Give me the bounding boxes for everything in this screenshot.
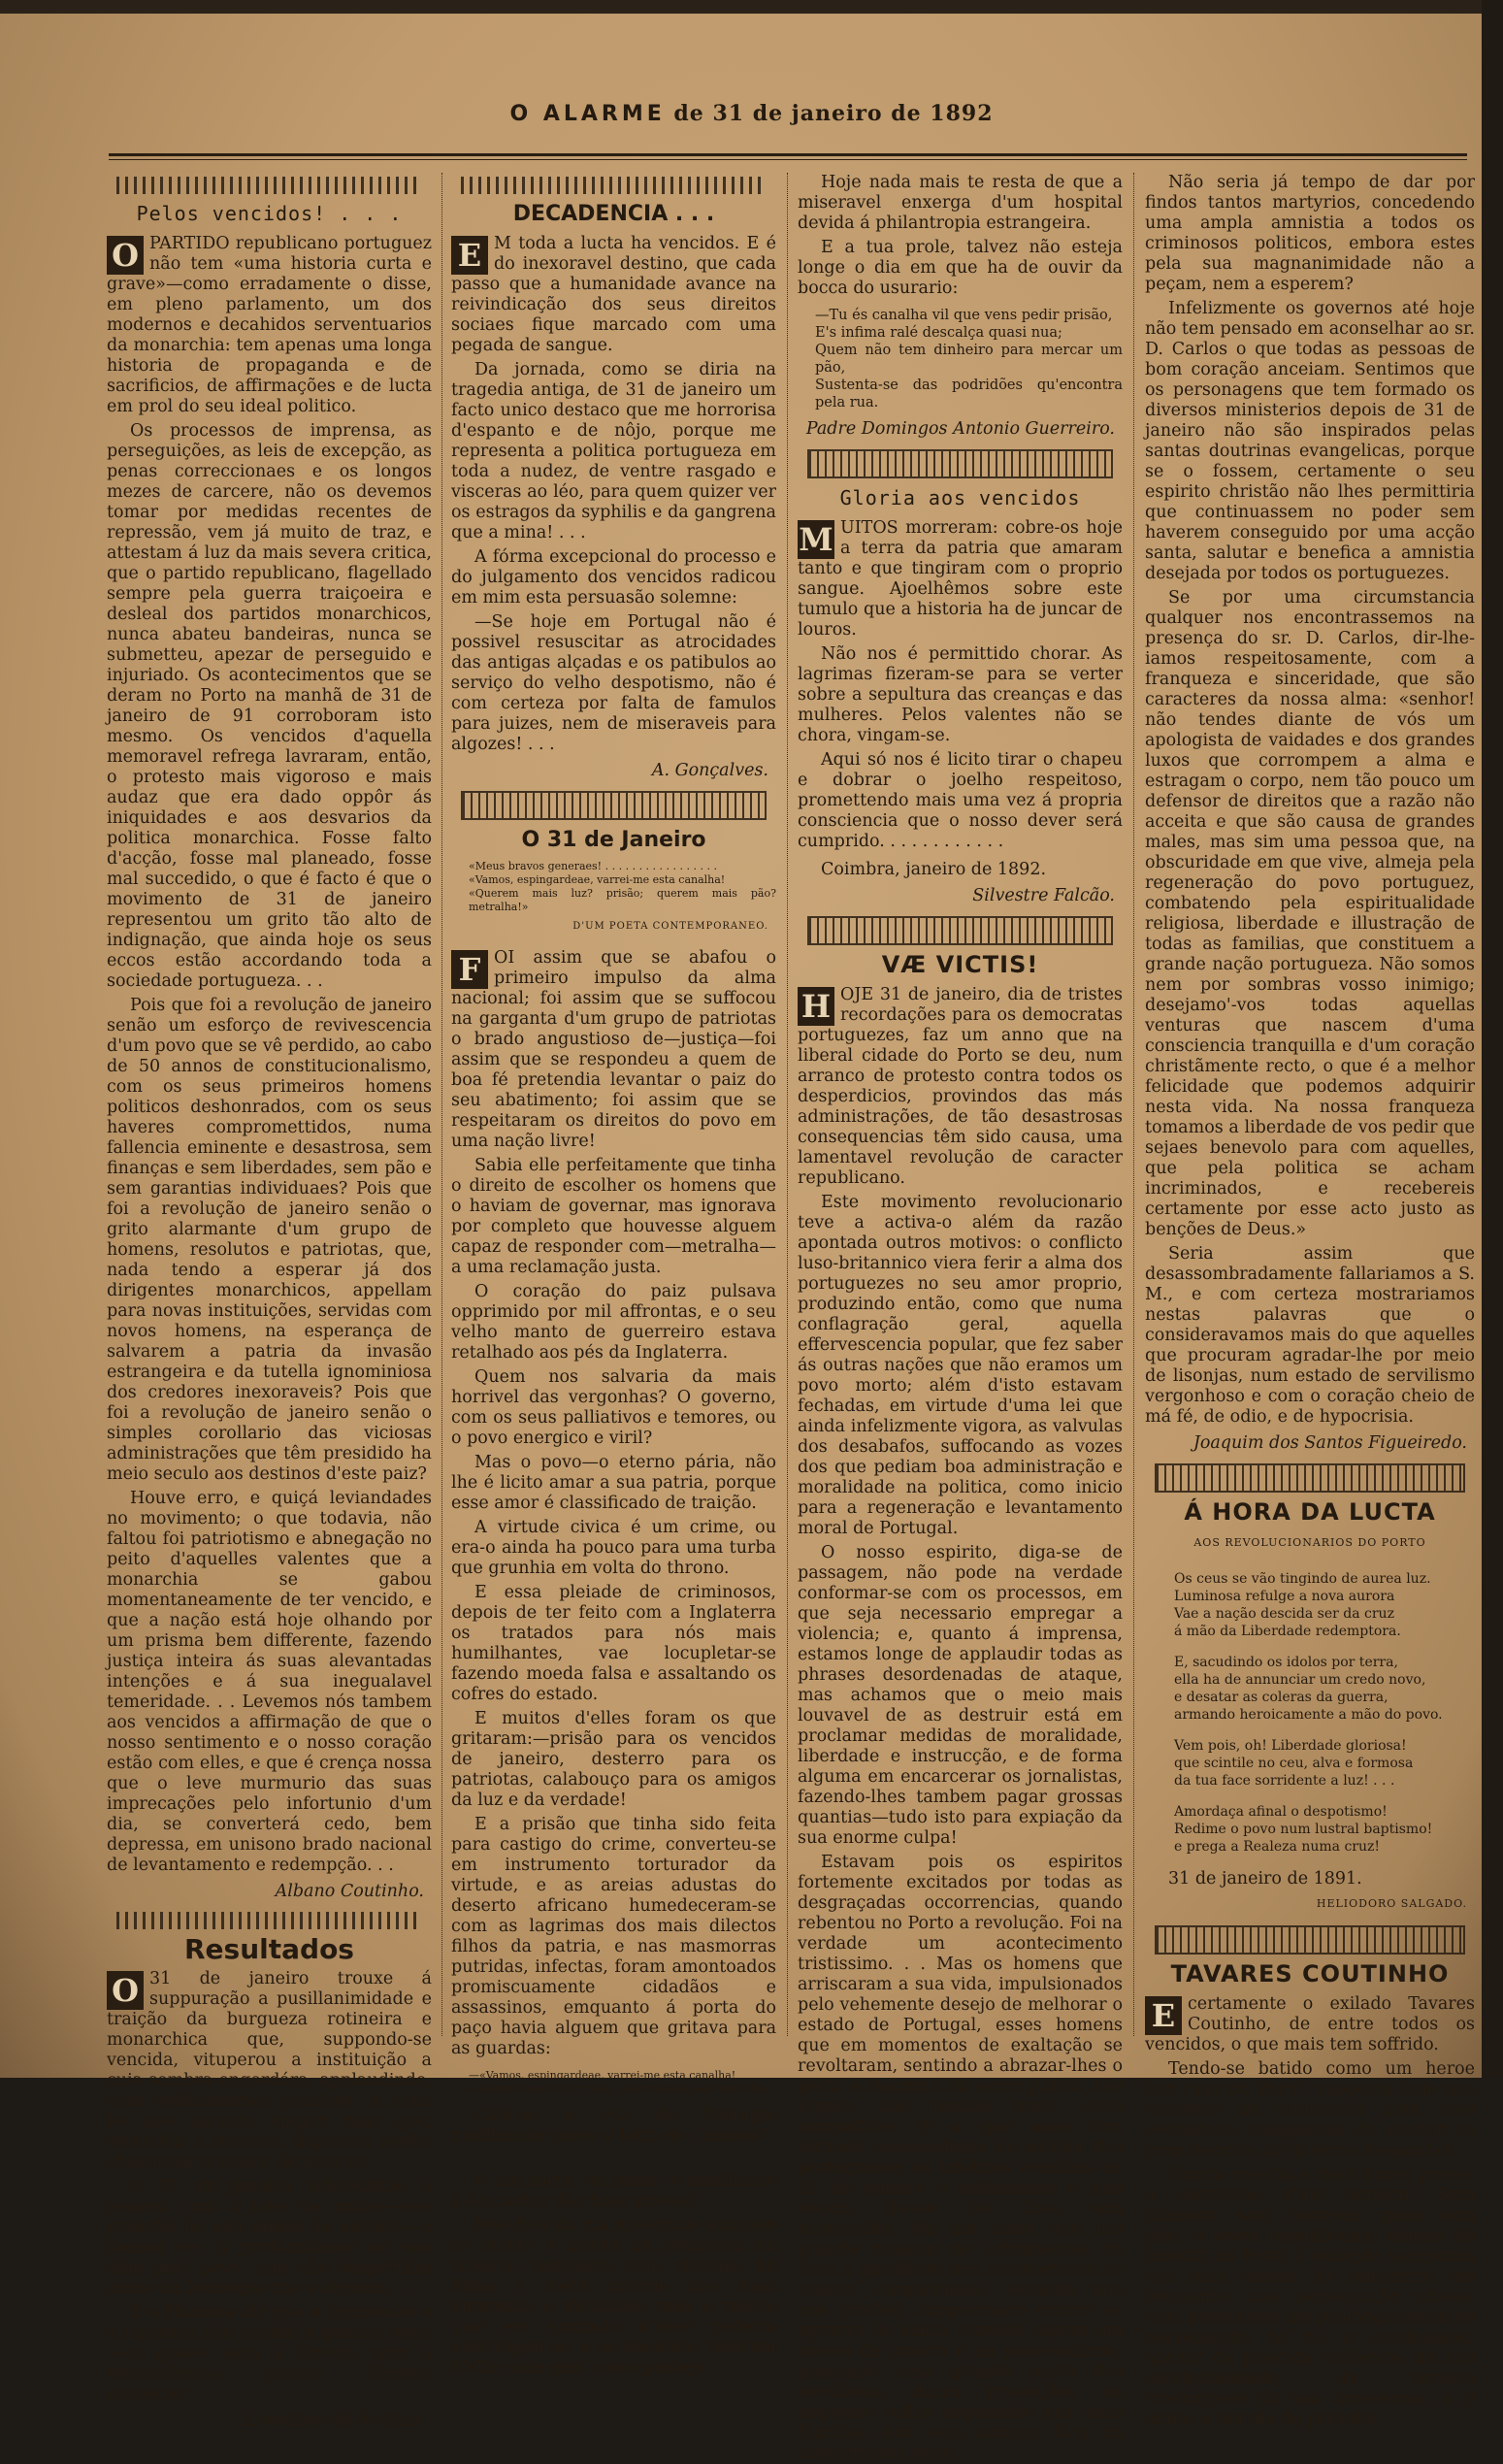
dateline: 31 de janeiro de 1891.	[1168, 1869, 1362, 1889]
masthead: O ALARME	[509, 102, 666, 126]
poem-title: Á HORA DA LUCTA	[1184, 1498, 1436, 1526]
verse-line: E's infima ralé descalça quasi nua;	[815, 325, 1062, 341]
verse-line: Sustenta-se das podridões qu'encontra pela rua.	[815, 378, 1123, 411]
ornament-divider	[1155, 1925, 1465, 1955]
article-paragraph: Cale-se a voz do Portugal moribundo sobre o leito de Camões! . . .	[451, 2106, 776, 2166]
article-paragraph: Pois que foi a revolução de janeiro senão um esforço de revivescencia d'um povo que se vê perdido, ao cabo de 50 annos de constitucionalismo, com os seus primeiros homens politicos deshonrados, com os seus haveres compromettidos, numa fallencia eminente e desastrosa, sem finanças e sem liberdades, sem pão e sem garantias individuaes? Pois que foi a revolução de janeiro senão o grito alarmante d'um grupo de homens, resolutos e patriotas, que, nada tendo a esperar já dos dirigentes monarchicos, appellam para novas instituições, servidas com novos homens, na esperança de salvarem a patria da invasão estrangeira e da tutella ignominiosa dos credores inexoraveis? Pois que foi a revolução de janeiro senão o simples corollario das viciosas administrações que têm presidido ha meio seculo aos destinos d'este paiz?	[107, 996, 432, 1484]
article-paragraph: A fórma excepcional do processo e do julgamento dos vencidos radicou em mim esta persuasão solemne:	[451, 547, 776, 608]
article-paragraph: Estavam pois os espiritos fortemente excitados por todas as desgraçadas occorrencias, quando rebentou no Porto a revolução. Foi na verdade um acontecimento tristissimo. . . Mas os homens que arriscaram a sua vida, impulsionados pelo vehemente desejo de melhorar o estado de Portugal, esses homens que em momentos de exaltação se revoltaram, sentindo a abrazar-lhes o peito a chamma do amor patrio, são dignos das nossas mais vivas sympathias. E o que mais tem tornado merecedores da estima dos portuguezes os infelizes vencidos de 31 de janeiro é certamente o que depois d'esse dia lhes tem acontecido. Ha um anno que um grande numero de soffrimentos de toda a qualidade tem atormentado os nossos compatriotas, estando uns nas prisões, supportando outros as agruras do exilio, jazendo alguns em navios de guerra e na penitenciaria, passando uma grande parte dos revoltosos duras provações no degredo—todos separados das suas familias, dos seus amigos, fóra do conforto dos seus!	[798, 1853, 1123, 2463]
poem-line: Vem pois, oh! Liberdade gloriosa!	[1174, 1738, 1407, 1754]
column-1	[107, 173, 432, 2430]
article-paragraph: Os processos de imprensa, as perseguições, as leis de excepção, as penas correccionaes e os longos mezes de carcere, não os devemos tomar por medidas recentes de repressão, vem já muito de traz, e attestam á luz da mais severa critica, que o partido republicano, flagellado sempre pela guerra traiçoeira e desleal dos partidos monarchicos, nunca abateu bandeiras, nunca se submetteu, apezar de perseguido e injuriado. Os acontecimentos que se deram no Porto na manhã de 31 de janeiro de 91 corroboram isto mesmo. Os vencidos d'aquella memoravel refrega lavraram, então, o protesto mais vigoroso e mais audaz que era dado oppôr ás iniquidades e aos desvarios da politica monarchica. Fosse falto d'acção, fosse mal planeado, fosse mal succedido, o que é facto é que o movimento de 31 de janeiro representou um grito tão alto de indignação, que ainda hoje os seus eccos estão accordando toda a sociedade portugueza. . .	[107, 421, 432, 991]
article-title: Resultados	[184, 1933, 354, 1965]
article-paragraph: Este movimento revolucionario teve a activa-o além da razão apontada outros motivos: o conflicto luso-britannico viera ferir a alma dos portuguezes no seu amor proprio, produzindo então, como que numa conflagração geral, aquella effervescencia popular, que fez saber ás outras nações que não eramos um povo morto; além d'isto estavam fechadas, em virtude d'uma lei que ainda infelizmente vigora, as valvulas dos desabafos, suffocando as vozes dos que pediam boa administração e moralidade na politica, como inicio para a regeneração e levantamento moral de Portugal.	[798, 1193, 1123, 1538]
poem-line: Os ceus se vão tingindo de aurea luz.	[1174, 1571, 1431, 1587]
epigraph-line: «Vamos, espingardeae, varrei-me esta canalha!	[469, 873, 726, 886]
ornament-divider	[1155, 1463, 1465, 1493]
poem-stanza	[1174, 1737, 1475, 1790]
ornament-divider	[116, 177, 422, 194]
poem-line: Amordaça afinal o despotismo!	[1174, 1804, 1388, 1820]
ornament-divider	[116, 1912, 422, 1929]
article-paragraph: Não nos é permittido chorar. As lagrimas fizeram-se para se verter sobre a sepultura das creanças e das mulheres. Pelos valentes não se chora, vingam-se.	[798, 644, 1123, 745]
article-paragraph: E M toda a lucta ha vencidos. E é do inexoravel destino, que cada passo que a humanidade avance na reivindicação dos seus direitos sociaes fique marcado com uma pegada de sangue.	[451, 234, 776, 355]
quote-line: —«Vamos, espingardeae, varrei-me esta canalha!	[469, 2069, 736, 2082]
signature: Lomelino de Freitas.	[245, 2411, 424, 2430]
ornament-divider	[807, 449, 1113, 478]
poem-line: ella ha de annunciar um credo novo,	[1174, 1672, 1426, 1688]
article-paragraph: —Se hoje em Portugal não é possivel resuscitar as atrocidades das antigas alçadas e os patibulos ao serviço do velho despotismo, não é com certeza por falta de famulos para juizes, nem de miseraveis para algozes! . . .	[451, 612, 776, 754]
article-paragraph: Nos dias da tua juventude sulcaste os mares e araste as campinas do oceano; pelejaste com denodo na India e foste grande nas tuas emprezas e dominios; mas o manto que era symbolo d'esse poderio esfarrapou-se, e os bandidos levaram d'elle cada qual o seu pedaço.	[451, 2216, 776, 2378]
article-paragraph: E a tua prole, talvez não esteja longe o dia em que ha de ouvir da bocca do usurario:	[798, 238, 1123, 298]
article-paragraph: Não seria já tempo de dar por findos tantos martyrios, concedendo uma ampla amnistia a todos os criminosos politicos, embora estes pela sua magnanimidade não a peçam, nem a esperem?	[1145, 173, 1475, 294]
poem-line: da tua face sorridente a luz! . . .	[1174, 1773, 1395, 1789]
article-title: Gloria aos vencidos	[839, 486, 1081, 509]
article-paragraph: H OJE 31 de janeiro, dia de tristes recordações para os democratas portuguezes, faz um anno que na liberal cidade do Porto se deu, num arranco de protesto contra todos os desperdicios, provindos das más administrações, de tão desastrosas consequencias têm sido causa, uma lamentavel revolução de caracter republicano.	[798, 985, 1123, 1188]
quote-line: «Querem mais luz? prisão; querem mais pão? metralha.	[469, 2083, 771, 2095]
right-edge	[1482, 0, 1503, 2078]
dateline: Coimbra, janeiro de 1892.	[821, 860, 1047, 879]
poem-line: que scintile no ceu, alva e formosa	[1174, 1756, 1414, 1771]
article-paragraph: M UITOS morreram: cobre-os hoje a terra da patria que amaram tanto e que tingiram com o proprio sangue. Ajoelhêmos sobre este tumulo que a historia ha de juncar de louros.	[798, 518, 1123, 640]
article-paragraph: E muitos d'elles foram os que gritaram:—prisão para os vencidos de janeiro, desterro para os patriotas, calabouço para os amigos da luz e da verdade!	[451, 1709, 776, 1810]
poem-stanza	[1174, 1654, 1475, 1724]
article-paragraph: O PARTIDO republicano portuguez não tem «uma historia curta e grave»—como erradamente o disse, em pleno parlamento, um dos modernos e decahidos serventuarios da monarchia: tem apenas uma longa historia de propaganda e de sacrificios, de affirmações e de lucta em prol do seu ideal politico.	[107, 234, 432, 416]
article-paragraph: O 31 de janeiro trouxe á suppuração a pusillanimidade e traição da burgueza rotineira e monarchica que, suppondo-se vencida, vituperou a instituição a cuja sombra engordára, applaudindo, com enthusiasmos postiços, a nova lei que parecia vingar, mas que, invertida a fortuna, depressa soube chasquear e cuspir de injurias.	[107, 1969, 432, 2172]
dateline: de 31 de janeiro de 1892	[673, 101, 994, 126]
article-title: VÆ VICTIS!	[881, 951, 1039, 978]
poem-line: armando heroicamente a mão do povo.	[1174, 1707, 1443, 1723]
drop-cap: E	[451, 236, 488, 275]
poem-line: á mão da Liberdade redemptora.	[1174, 1624, 1401, 1639]
article-paragraph: Tendo-se batido como um heroe nas ruas do Porto, supporta hoje nas enxovias de Santander com uma verdadeira resignação de martyr as prepotencias do governo hespanhol.	[1145, 2059, 1475, 2160]
ornament-divider	[461, 791, 767, 820]
article-title: Pelos vencidos! . . .	[136, 202, 403, 225]
signature: Padre Domingos Antonio Guerreiro.	[805, 419, 1115, 439]
top-edge	[0, 0, 1503, 14]
column-rule-2	[787, 173, 788, 2036]
article-paragraph: F OI assim que se abafou o primeiro impulso da alma nacional; foi assim que se suffocou na garganta d'um grupo de patriotas o brado angustioso de—justiça—foi assim que se respondeu a quem de boa fé pretendia levantar o paiz do seu abatimento; foi assim que se respeitaram os direitos do povo em uma nação livre!	[451, 948, 776, 1151]
article-paragraph: E certamente o exilado Tavares Coutinho, de entre todos os vencidos, o que mais tem soffrido.	[1145, 1994, 1475, 2054]
header-rule-thin	[109, 159, 1467, 160]
article-paragraph: Quem nos salvaria da mais horrivel das vergonhas? O governo, com os seus palliativos e temores, ou o povo energico e viril?	[451, 1367, 776, 1448]
signature: Joaquim dos Santos Figueiredo.	[1193, 1433, 1467, 1453]
article-paragraph: Nunca resistiu a mais duras provas a convicção d'um homem! Sem dinheiro, sem recursos, quasi sem pão, o joven republicano, depois de assistir no Porto á violação sangrenta dos seus ideaes, foi encontrar em Hespanha uma perseguição odiosa, que, parecendo um prolongamento da perseguição de cá, o condemnou, apezar da provada evidencia da sua inculpabilidade, da certeza irrefragavel da sua innocencia, a 8 annos e um dia de presidio.	[1145, 2165, 1475, 2429]
verse-line: Quem não tem dinheiro para mercar um pão,	[815, 343, 1123, 376]
column-4	[1145, 173, 1475, 2429]
signature: HELIODORO SALGADO.	[1316, 1897, 1467, 1910]
article-paragraph: E a Historia diz que a oppressão e a injustiça são capital a ganhar juros—os quaes nem a Ordem nem a Benevolencia jámais fizeram esquecer.	[107, 2303, 432, 2404]
article-title: DECADENCIA . . .	[512, 202, 715, 226]
drop-cap: F	[451, 950, 488, 989]
article-paragraph: E essa pleiade de criminosos, depois de ter feito com a Inglaterra os tratados para nós mais humilhantes, vae locupletar-se fazendo moeda falsa e assaltando os cofres do estado.	[451, 1583, 776, 1704]
poem-line: e prega a Realeza numa cruz!	[1174, 1839, 1380, 1855]
article-title: O 31 de Janeiro	[521, 828, 706, 852]
column-2	[451, 173, 776, 2378]
drop-cap: H	[798, 987, 834, 1026]
article-paragraph: Hoje nada mais te resta de que a miseravel enxerga d'um hospital devida á philantropia estrangeira.	[798, 173, 1123, 233]
article-paragraph: A tua sorte, oh reino! é similhante á do cantor das tuas glorias!	[451, 2171, 776, 2211]
article-paragraph: A virtude civica é um crime, ou era-o ainda ha pouco para uma turba que grunhia em volta do throno.	[451, 1518, 776, 1578]
poem-line: e desatar as coleras da guerra,	[1174, 1690, 1389, 1705]
signature: A. Gonçalves.	[651, 761, 768, 780]
article-paragraph: Da jornada, como se diria na tragedia antiga, de 31 de janeiro um facto unico destaco que me horrorisa d'espanto e de nôjo, porque me representa a politica portugueza em toda a nudez, de ventre rasgado e visceras ao léo, para quem quizer ver os estragos da syphilis e da gangrena que a mina! . . .	[451, 360, 776, 542]
article-paragraph: Seria assim que desassombradamente fallariamos a S. M., e com certeza mostrariamos nestas palavras que o consideravamos mais do que aquelles que procuram agradar-lhe por meio de lisonjas, num estado de servilismo vergonhoso e com o coração cheio de má fé, de odio, e de hypocrisia.	[1145, 1244, 1475, 1427]
article-paragraph: Houve erro, e quiçá leviandades no movimento; o que todavia, não faltou foi patriotismo e abnegação no peito d'aquelles valentes que a monarchia se gabou momentaneamente de ter vencido, e que a nação está hoje olhando por um prisma bem differente, fazendo justiça inteira ás suas alevantadas intenções e á sua inegualavel temeridade. . . Levemos nós tambem aos vencidos a affirmação de que o nosso sentimento e o nosso coração estão com elles, e que é crença nossa que o leve murmurio das suas imprecações pelo infortunio d'um dia, se converterá cedo, bem depressa, em unisono brado nacional de levantamento e redempção. . .	[107, 1489, 432, 1875]
article-paragraph: O nosso espirito, diga-se de passagem, não pode na verdade conformar-se com os processos, em que seja necessario empregar a violencia; e, quanto á imprensa, estamos longe de applaudir todas as phrases desordenadas de ataque, mas achamos que o meio mais louvavel de as destruir está em proclamar medidas de moralidade, liberdade e instrucção, e de forma alguma em encarcerar os jornalistas, fazendo-lhes tambem pagar grossas quantias—tudo isto para expiação da sua enorme culpa!	[798, 1543, 1123, 1848]
poem-line: Redime o povo num lustral baptismo!	[1174, 1822, 1433, 1837]
signature: Albano Coutinho.	[275, 1882, 424, 1901]
ornament-divider	[807, 916, 1113, 945]
article-paragraph: Mas o povo—o eterno pária, não lhe é licito amar a sua patria, porque esse amor é classificado de traição.	[451, 1453, 776, 1513]
poem-stanza	[1174, 1803, 1475, 1856]
header-rule	[109, 153, 1467, 156]
drop-cap: M	[799, 521, 833, 558]
epigraph-line: «Querem mais luz? prisão; querem mais pão? metralha!»	[469, 887, 776, 913]
article-paragraph: Sabia elle perfeitamente que tinha o direito de escolher os homens que o haviam de governar, mas ignorava por completo que houvesse alguem capaz de responder com—metralha—a uma reclamação justa.	[451, 1156, 776, 1277]
poem-line: E, sacudindo os idolos por terra,	[1174, 1655, 1398, 1670]
epigraph-source: D'UM POETA CONTEMPORANEO.	[572, 921, 768, 932]
article-paragraph: Infelizmente os governos até hoje não tem pensado em aconselhar ao sr. D. Carlos o que todas as pessoas de bom coração anceiam. Sentimos que os personagens que tem formado os diversos ministerios depois de 31 de janeiro não são inspirados pelas santas doutrinas evangelicas, porque se o fossem, certamente o seu espirito christão não lhes permittiria que continuassem no poder sem haverem conseguido por uma acção santa, salutar e benefica a amnistia desejada por todos os portuguezes.	[1145, 299, 1475, 583]
ornament-divider	[461, 177, 767, 194]
drop-cap: O	[107, 1971, 144, 2010]
verse-line: —Tu és canalha vil que vens pedir prisão,	[815, 308, 1113, 323]
article-paragraph: O coração do paiz pulsava opprimido por mil affrontas, e o seu velho manto de guerreiro estava retalhado aos pés da Inglaterra.	[451, 1282, 776, 1363]
verse-block	[815, 307, 1123, 411]
drop-cap: E	[1145, 1996, 1182, 2035]
column-rule-1	[441, 173, 442, 2036]
epigraph-line: «Meus bravos generaes! . . . . . . . . . . . . . . . . .	[469, 860, 717, 872]
article-paragraph: Se por uma circumstancia qualquer nos encontrassemos na presença do sr. D. Carlos, dir-lhe-iamos respeitosamente, com a franqueza e sinceridade, que são caracteres da nossa alma: «senhor! não tendes diante de vós um apologista de vaidades e dos grandes luxos que corrompem a alma e estragam o corpo, nem tão pouco um defensor de direitos que a razão não acceita e que são causa de grandes males, mas sim uma pessoa que, na obscuridade em que vive, almeja pela regeneração do povo portuguez, combatendo pela espiritualidade religiosa, liberdade e illustração de todas as familias, que constituem a grande nação portugueza. Não somos nem por sombras vosso inimigo; desejamo'-vos todas aquellas venturas que nascem d'uma consciencia tranquilla e d'um coração christãmente recto, o que é a melhor felicidade que podemos adquirir nesta vida. Na nossa franqueza tomamos a liberdade de vos pedir que sejaes benevolo para com aquelles, que pela politica se acham incriminados, e recebereis certamente por esse acto justo as benções de Deus.»	[1145, 588, 1475, 1239]
column-rule-3	[1133, 173, 1134, 2036]
article-title: TAVARES COUTINHO	[1170, 1960, 1450, 1988]
poem-stanza	[1174, 1570, 1475, 1640]
poem-line: Vae a nação descida ser da cruz	[1174, 1606, 1394, 1622]
masthead-line	[0, 101, 1503, 126]
signature: Silvestre Falcão.	[972, 886, 1115, 905]
drop-cap: O	[107, 236, 144, 275]
article-paragraph: E a prisão que tinha sido feita para castigo do crime, converteu-se em instrumento torturador da virtude, e as areias adustas do deserto africano humedeceram-se com as lagrimas dos mais dilectos filhos da patria, e nas masmorras putridas, infectas, foram amontoados promiscuamente cidadãos e assassinos, emquanto á porta do paço havia alguem que gritava para as guardas:	[451, 1815, 776, 2058]
poem-line: Luminosa refulge a nova aurora	[1174, 1589, 1395, 1604]
column-3	[798, 173, 1123, 2463]
article-paragraph: O 31 de janeiro sobresaltou a realeza com a idêa de exilio—leve punição do seu abuso de seculos—e deixou ver a profundidade de seu odio pelo povo, que não despertára ainda da lethargia que o abysma. . .	[107, 2177, 432, 2298]
poem-dedication: AOS REVOLUCIONARIOS DO PORTO	[1193, 1536, 1426, 1549]
article-paragraph: Aqui só nos é licito tirar o chapeu e dobrar o joelho respeitoso, promettendo mais uma vez á propria consciencia que o nosso dever será cumprido. . . . . . . . . . . .	[798, 750, 1123, 851]
